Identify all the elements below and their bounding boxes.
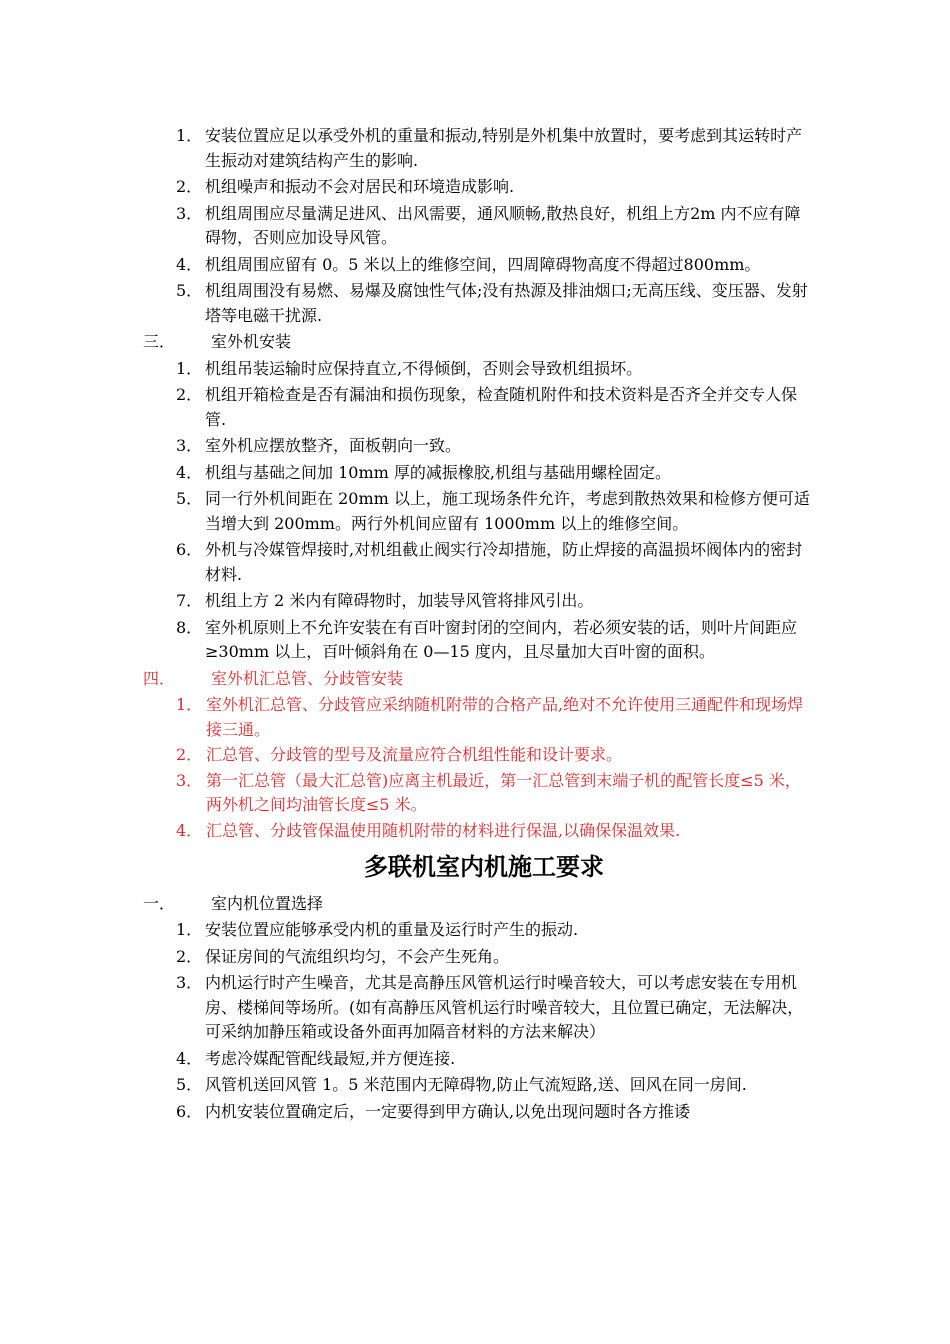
item-number: 5．	[176, 489, 203, 508]
section-number: 三．	[143, 332, 176, 351]
item-number: 1．	[176, 358, 203, 378]
item-number: 7．	[176, 591, 203, 610]
list-item	[143, 589, 815, 614]
list-item	[143, 357, 815, 382]
list-item	[143, 434, 815, 459]
item-text: 风管机送回风管 1。5 米范围内无障碍物,防止气流短路,送、回风在同一房间.	[205, 1075, 747, 1094]
item-text: 机组吊装运输时应保持直立,不得倾倒，否则会导致机组损坏。	[205, 358, 643, 378]
item-text: 机组上方 2 米内有障碍物时，加装导风管将排风引出。	[205, 591, 594, 610]
item-text: 考虑冷媒配管配线最短,并方便连接.	[205, 1048, 456, 1068]
list-item	[143, 1100, 815, 1125]
item-text: 同一行外机间距在 20mm 以上，施工现场条件允许，考虑到散热效果和检修方便可适当增大到 200mm。两行外机间应留有 1000mm 以上的维修空间。	[205, 489, 810, 533]
item-number: 6．	[176, 540, 203, 559]
section-title: 室内机位置选择	[211, 893, 324, 913]
item-number: 2．	[176, 745, 203, 764]
document-title: 多联机室内机施工要求	[364, 853, 604, 881]
item-number: 3．	[176, 770, 203, 790]
section-heading	[143, 892, 815, 917]
item-number: 4．	[176, 820, 203, 840]
item-text: 第一汇总管（最大汇总管)应离主机最近，第一汇总管到末端子机的配管长度≤5 米，两外机之间均油管长度≤5 米。	[206, 770, 801, 814]
item-text: 机组周围应尽量满足进风、出风需要，通风顺畅,散热良好，机组上方2m 内不应有障碍物，否则应加设导风管。	[205, 203, 801, 247]
list-item	[143, 693, 815, 742]
list-item	[143, 487, 815, 536]
item-number: 2．	[176, 385, 203, 404]
item-number: 1．	[176, 695, 203, 714]
item-number: 2．	[176, 177, 203, 196]
list-item	[143, 538, 815, 587]
list-item	[143, 945, 815, 970]
list-item	[143, 743, 815, 768]
list-item	[143, 1073, 815, 1098]
item-text: 外机与冷媒管焊接时,对机组截止阀实行冷却措施，防止焊接的高温损坏阀体内的密封材料.	[205, 540, 803, 584]
item-number: 3．	[176, 973, 203, 992]
item-number: 4．	[176, 462, 203, 482]
item-number: 1．	[176, 126, 203, 145]
item-number: 3．	[176, 203, 203, 223]
item-text: 汇总管、分歧管的型号及流量应符合机组性能和设计要求。	[206, 745, 623, 764]
item-number: 4．	[176, 1048, 203, 1068]
item-text: 机组开箱检查是否有漏油和损伤现象，检查随机附件和技术资料是否齐全并交专人保管.	[205, 385, 798, 429]
section-number: 一．	[143, 893, 176, 913]
list-item	[143, 124, 815, 173]
item-number: 8．	[176, 617, 203, 637]
item-text: 安装位置应能够承受内机的重量及运行时产生的振动.	[205, 920, 579, 939]
list-item	[143, 253, 815, 278]
item-text: 内机运行时产生噪音，尤其是高静压风管机运行时噪音较大，可以考虑安装在专用机房、楼梯间等场所。(如有高静压风管机运行时噪音较大，且位置已确定，无法解决，可采纳加静压箱或设备外面再加隔音材料的方法来解决）	[205, 973, 804, 1041]
item-text: 室外机原则上不允许安装在有百叶窗封闭的空间内，若必须安装的话，则叶片间距应≥30mm 以上，百叶倾斜角在 0—15 度内，且尽量加大百叶窗的面积。	[205, 617, 798, 661]
item-number: 4．	[176, 254, 203, 274]
list-item	[143, 971, 815, 1045]
list-item	[143, 819, 815, 844]
list-item	[143, 918, 815, 943]
item-text: 机组与基础之间加 10mm 厚的减振橡胶,机组与基础用螺栓固定。	[205, 462, 671, 482]
item-number: 5．	[176, 281, 203, 300]
list-item	[143, 175, 815, 200]
item-text: 机组噪声和振动不会对居民和环境造成影响.	[205, 177, 515, 196]
item-text: 安装位置应足以承受外机的重量和振动,特别是外机集中放置时，要考虑到其运转时产生振动对建筑结构产生的影响.	[205, 126, 803, 170]
item-text: 机组周围没有易燃、易爆及腐蚀性气体;没有热源及排油烟口;无高压线、变压器、发射塔等电磁干扰源.	[205, 281, 808, 325]
item-number: 6．	[176, 1101, 203, 1121]
list-item	[143, 1047, 815, 1072]
item-number: 5．	[176, 1075, 203, 1094]
section-heading	[143, 667, 815, 692]
list-item	[143, 616, 815, 665]
list-item	[143, 279, 815, 328]
item-text: 机组周围应留有 0。5 米以上的维修空间，四周障碍物高度不得超过800mm。	[205, 254, 761, 274]
list-item	[143, 383, 815, 432]
section-title: 室外机安装	[211, 332, 292, 351]
item-text: 室外机应摆放整齐，面板朝向一致。	[205, 436, 462, 455]
item-text: 汇总管、分歧管保温使用随机附带的材料进行保温,以确保保温效果.	[206, 820, 681, 840]
item-number: 2．	[176, 946, 203, 966]
item-number: 3．	[176, 436, 203, 455]
item-number: 1．	[176, 920, 203, 939]
item-text: 室外机汇总管、分歧管应采纳随机附带的合格产品,绝对不允许使用三通配件和现场焊接三通。	[206, 695, 804, 739]
section-heading	[143, 330, 815, 355]
list-item	[143, 769, 815, 818]
item-text: 保证房间的气流组织均匀，不会产生死角。	[205, 946, 510, 966]
list-item	[143, 202, 815, 251]
item-text: 内机安装位置确定后，一定要得到甲方确认,以免出现问题时各方推诿	[205, 1101, 691, 1121]
section-title: 室外机汇总管、分歧管安装	[211, 668, 404, 688]
list-item	[143, 461, 815, 486]
section-number: 四．	[143, 668, 176, 688]
document-body	[143, 124, 815, 1126]
